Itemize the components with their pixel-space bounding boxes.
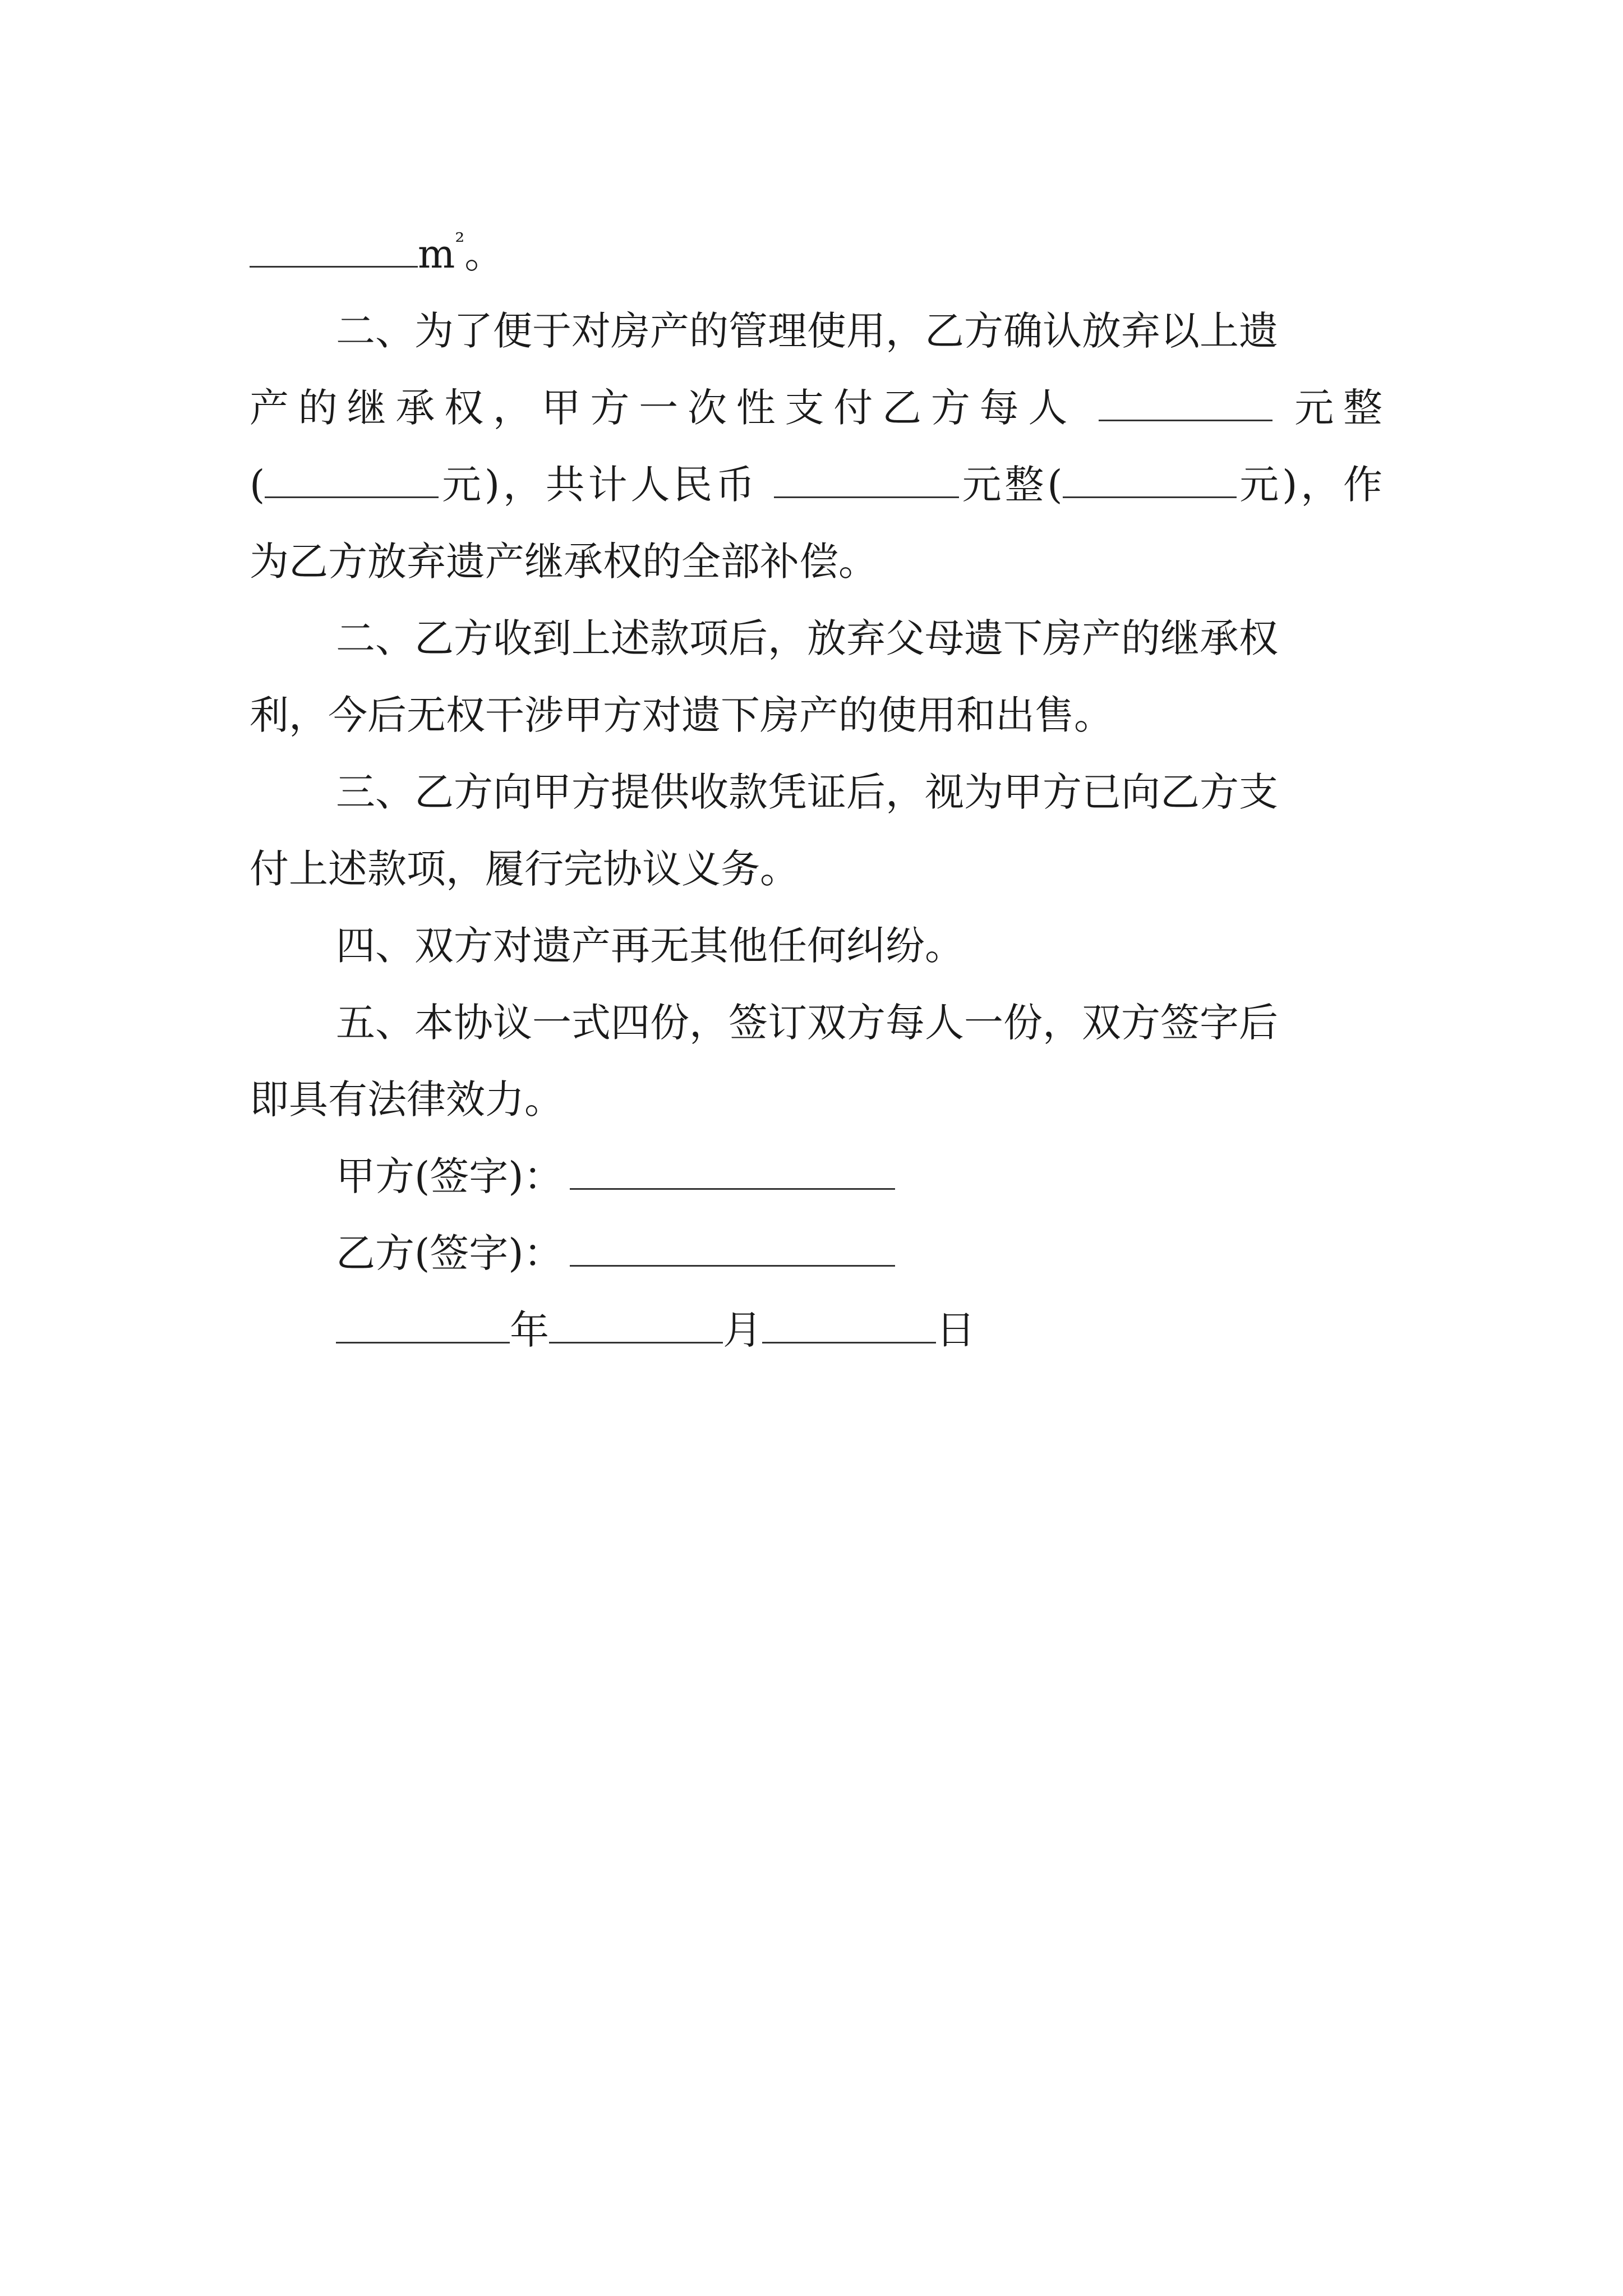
- clause-5-text-1: 五、本协议一式四份，签订双方每人一份，双方签字后: [336, 1000, 1278, 1046]
- clause-2a-line-4: [250, 523, 1382, 600]
- clause-5-line-2: [250, 1061, 1382, 1138]
- clause-2b-text-2: 利，今后无权干涉甲方对遗下房产的使用和出售。: [250, 692, 1113, 738]
- year-label: 年: [510, 1307, 549, 1353]
- month-label: 月: [723, 1307, 762, 1353]
- clause-5-text-2: 即具有法律效力。: [250, 1076, 564, 1122]
- clause-2a-text-2-suffix: 元整: [1294, 385, 1382, 431]
- clause-3-text-1: 三、乙方向甲方提供收款凭证后，视为甲方已向乙方支: [336, 769, 1278, 815]
- party-a-signature-line: [250, 1138, 1382, 1215]
- clause-2a-line-1: [250, 293, 1382, 370]
- day-blank[interactable]: [762, 1309, 936, 1343]
- clause-2a-text-2: 产的继承权，甲方一次性支付乙方每人: [250, 385, 1077, 431]
- party-b-signature-line: [250, 1215, 1382, 1292]
- party-a-label: 甲方(签字)：: [336, 1153, 563, 1199]
- area-unit-sup: ²: [455, 228, 465, 255]
- per-person-amount-blank[interactable]: [1099, 387, 1272, 421]
- area-blank[interactable]: [250, 233, 418, 268]
- party-b-signature-blank[interactable]: [570, 1232, 895, 1267]
- clause-2b-text-1: 二、乙方收到上述款项后，放弃父母遗下房产的继承权: [336, 615, 1278, 661]
- total-label: 元)，共计人民币: [439, 462, 758, 508]
- clause-2a-line-3: [250, 447, 1382, 523]
- clause-5-line-1: [250, 984, 1382, 1061]
- year-blank[interactable]: [336, 1309, 510, 1343]
- document-body: [250, 216, 1382, 1369]
- clause-3-line-2: [250, 831, 1382, 908]
- day-label: 日: [936, 1307, 975, 1353]
- month-blank[interactable]: [549, 1309, 723, 1343]
- clause-4-line-1: [250, 908, 1382, 984]
- area-unit: m: [418, 231, 455, 277]
- party-a-signature-blank[interactable]: [570, 1156, 895, 1190]
- clause-2b-line-1: [250, 600, 1382, 677]
- clause-2a-seg-b: [774, 462, 1382, 508]
- clause-3-line-1: [250, 754, 1382, 831]
- area-line: [250, 216, 1382, 293]
- open-paren: (: [250, 462, 265, 508]
- clause-2b-line-2: [250, 677, 1382, 754]
- total-numeric-blank[interactable]: [1063, 464, 1237, 498]
- clause-2a-text-4: 为乙方放弃遗产继承权的全部补偿。: [250, 539, 878, 585]
- total-suffix: 元整(: [958, 462, 1063, 508]
- clause-4-text-1: 四、双方对遗产再无其他任何纠纷。: [336, 923, 964, 969]
- date-line: [250, 1292, 1382, 1369]
- area-end: 。: [464, 231, 504, 277]
- clause-2a-text-1: 二、为了便于对房产的管理使用，乙方确认放弃以上遗: [336, 308, 1278, 354]
- per-person-numeric-blank[interactable]: [265, 464, 439, 498]
- clause-2a-text-3-end: 元)，作: [1236, 462, 1382, 508]
- total-amount-blank[interactable]: [774, 464, 959, 498]
- clause-3-text-2: 付上述款项，履行完协议义务。: [250, 846, 799, 892]
- clause-2a-seg-a: [250, 462, 758, 508]
- party-b-label: 乙方(签字)：: [336, 1230, 563, 1276]
- clause-2a-line-2: [250, 370, 1382, 447]
